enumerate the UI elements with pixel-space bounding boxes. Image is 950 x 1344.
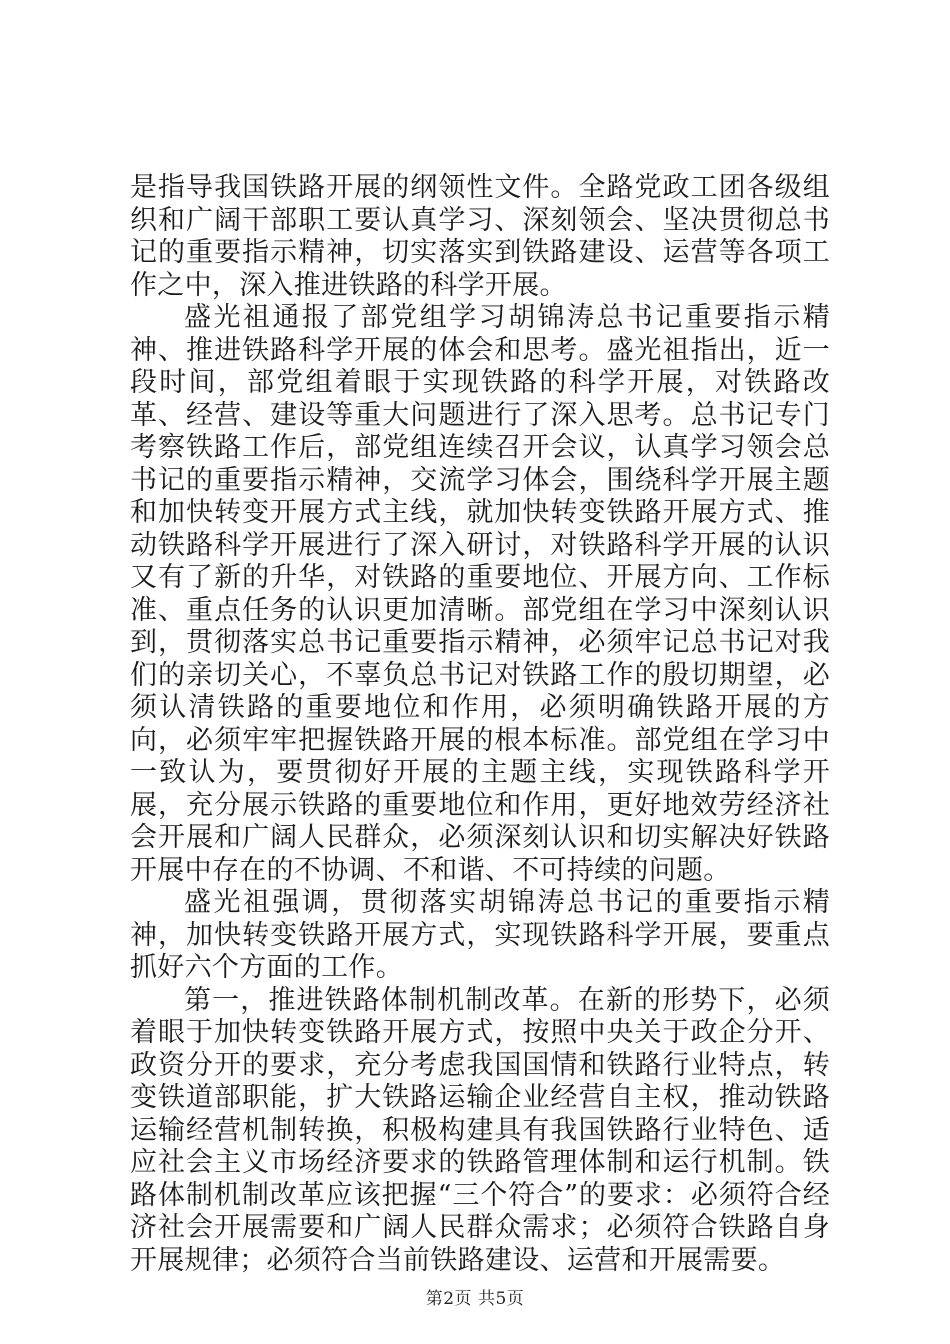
paragraph-continuation: 是指导我国铁路开展的纲领性文件。全路党政工团各级组织和广阔干部职工要认真学习、深刻领会、坚决贯彻总书记的重要指示精神，切实落实到铁路建设、运营等各项工作之中，深入推进铁路的科学开展。 [130,172,830,301]
paragraph-emphasis: 盛光祖强调，贯彻落实胡锦涛总书记的重要指示精神，加快转变铁路开展方式，实现铁路科学开展，要重点抓好六个方面的工作。 [130,887,830,983]
paragraph-report: 盛光祖通报了部党组学习胡锦涛总书记重要指示精神、推进铁路科学开展的体会和思考。盛光祖指出，近一段时间，部党组着眼于实现铁路的科学开展，对铁路改革、经营、建设等重大问题进行了深入思考。总书记专门考察铁路工作后，部党组连续召开会议，认真学习领会总书记的重要指示精神，交流学习体会，围绕科学开展主题和加快转变开展方式主线，就加快转变铁路开展方式、推动铁路科学开展进行了深入研讨，对铁路科学开展的认识又有了新的升华，对铁路的重要地位、开展方向、工作标准、重点任务的认识更加清晰。部党组在学习中深刻认识到，贯彻落实总书记重要指示精神，必须牢记总书记对我们的亲切关心，不辜负总书记对铁路工作的殷切期望，必须认清铁路的重要地位和作用，必须明确铁路开展的方向，必须牢牢把握铁路开展的根本标准。部党组在学习中一致认为，要贯彻好开展的主题主线，实现铁路科学开展，充分展示铁路的重要地位和作用，更好地效劳经济社会开展和广阔人民群众，必须深刻认识和切实解决好铁路开展中存在的不协调、不和谐、不可持续的问题。 [130,302,830,886]
page-number-footer: 第2页 共5页 [425,1289,525,1309]
document-body [130,172,830,1277]
paragraph-point-one: 第一，推进铁路体制机制改革。在新的形势下，必须着眼于加快转变铁路开展方式，按照中央关于政企分开、政资分开的要求，充分考虑我国国情和铁路行业特点，转变铁道部职能，扩大铁路运输企业经营自主权，推动铁路运输经营机制转换，积极构建具有我国铁路行业特色、适应社会主义市场经济要求的铁路管理体制和运行机制。铁路体制机制改革应该把握“三个符合”的要求：必须符合经济社会开展需要和广阔人民群众需求；必须符合铁路自身开展规律；必须符合当前铁路建设、运营和开展需要。 [130,984,830,1276]
